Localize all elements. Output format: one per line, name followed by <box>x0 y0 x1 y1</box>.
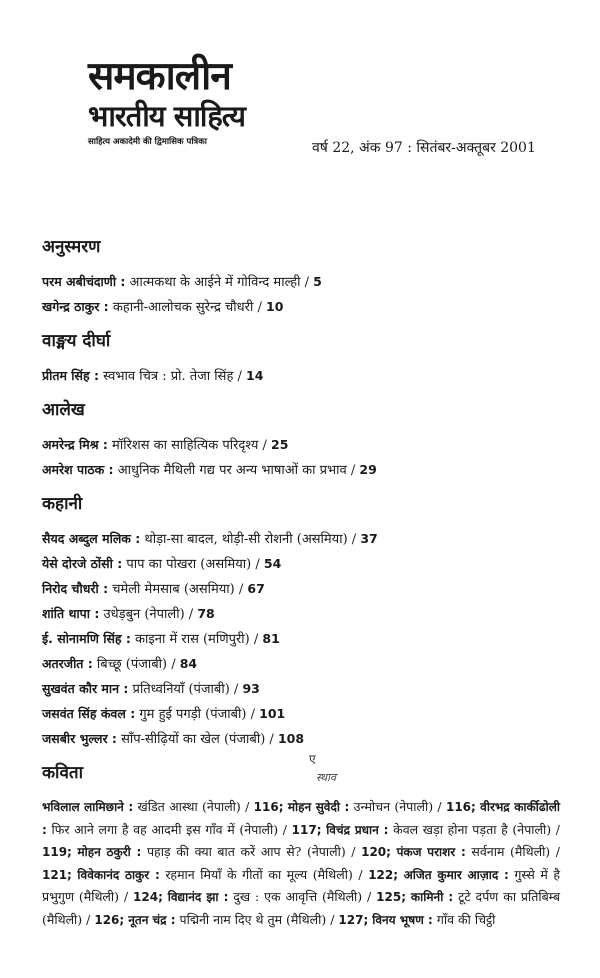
entry-page: 54 <box>263 556 282 571</box>
entry-page: 101 <box>259 706 286 721</box>
poem-author[interactable]: कामिनी : <box>410 890 454 904</box>
poem-title[interactable]: पद्मिनी नाम दिए थे तुम (मैथिली) / <box>179 911 335 927</box>
toc-entry[interactable] <box>42 602 562 627</box>
entry-work: काइना में रास (मणिपुरी) / <box>135 632 259 647</box>
poem-author[interactable]: विद्यानंद झा : <box>167 890 229 904</box>
entry-work: बिच्छू (पंजाबी) / <box>96 657 176 672</box>
entry-page: 29 <box>359 462 377 477</box>
toc-entry[interactable] <box>42 727 562 752</box>
entry-author: खगेन्द्र ठाकुर : <box>42 299 109 314</box>
poem-author[interactable]: अजित कुमार आज़ाद : <box>403 867 509 882</box>
entry-author: अमरेन्द्र मिश्र : <box>42 437 108 452</box>
entry-page: 84 <box>179 656 198 671</box>
toc-entry[interactable] <box>42 677 562 702</box>
section-vangmay-dirgha <box>42 330 562 389</box>
poem-page: 126; <box>94 912 125 927</box>
entry-author: अमरेश पाठक : <box>42 462 114 477</box>
entry-work: स्वभाव चित्र : प्रो. तेजा सिंह / <box>103 369 242 384</box>
poem-page: 120; <box>361 845 391 859</box>
poem-page: 121; <box>42 867 72 882</box>
poem-title[interactable]: सर्वनाम (मैथिली) / <box>471 844 560 859</box>
entry-author: प्रीतम सिंह : <box>42 368 99 383</box>
entry-page: 67 <box>247 581 265 596</box>
section-title: अनुस्मरण <box>42 237 101 257</box>
entry-work: उधेड़बुन (नेपाली) / <box>103 607 194 622</box>
poem-page: 125; <box>376 890 407 904</box>
poem-author[interactable]: मोहन ठकुरी : <box>77 845 142 859</box>
magazine-masthead <box>88 56 278 147</box>
entry-page: 37 <box>360 531 378 546</box>
entry-work: थोड़ा-सा बादल, थोड़ी-सी रोशनी (असमिया) / <box>144 532 357 547</box>
section-title: कहानी <box>42 494 83 514</box>
entry-author: शांति थापा : <box>42 606 100 621</box>
entry-author: जसबीर भुल्लर : <box>42 731 117 746</box>
entry-page: 78 <box>197 606 215 621</box>
poem-title[interactable]: गुस्से में है प्रभुगुण (मैथिली) / <box>42 866 561 904</box>
stray-scribble: स्थ‍ाव <box>316 771 337 784</box>
poem-page: 124; <box>133 890 163 904</box>
poem-author[interactable]: वीरभद्र कार्कीढोली : <box>42 800 560 837</box>
magazine-title-line2: भारतीय साहित्य <box>88 99 245 133</box>
table-of-contents <box>42 236 562 933</box>
poem-title[interactable]: दुख : एक आवृत्ति (मैथिली) / <box>233 889 372 904</box>
poetry-entries <box>42 796 560 931</box>
stray-mark: ए <box>309 752 316 766</box>
entry-work: कहानी-आलोचक सुरेन्द्र चौधरी / <box>112 300 262 315</box>
entry-page: 81 <box>262 631 280 646</box>
toc-entry[interactable] <box>42 433 562 458</box>
toc-entry[interactable] <box>42 270 562 295</box>
poem-title[interactable]: फिर आने लगा है वह आदमी इस गाँव में (नेपाली) / <box>51 821 288 837</box>
poem-author[interactable]: नूतन चंद्र : <box>128 912 176 927</box>
poem-page: 119; <box>42 845 72 859</box>
section-title: वाङ्मय दीर्घा <box>42 331 111 351</box>
poem-author[interactable]: विचंद्र प्रधान : <box>326 822 389 837</box>
poem-page: 122; <box>368 867 399 882</box>
poem-page: 127; <box>338 912 369 927</box>
poem-title[interactable]: खंडित आस्था (नेपाली) / <box>137 799 250 814</box>
section-anusmaran <box>42 236 562 320</box>
entry-work: पाप का पोखरा (असमिया) / <box>126 557 260 572</box>
entry-author: ई. सोनामणि सिंह : <box>42 631 131 646</box>
poem-page: 117; <box>291 822 322 837</box>
entry-page: 10 <box>266 299 284 314</box>
entry-work: गुम हुई पगड़ी (पंजाबी) / <box>139 707 256 722</box>
entry-author: जसवंत सिंह कंवल : <box>42 706 136 721</box>
poem-page: 116; <box>253 800 284 814</box>
entry-author: निरोद चौधरी : <box>42 581 109 596</box>
poem-title[interactable]: टूटे दर्पण का प्रतिबिम्ब (मैथिली) / <box>42 889 560 927</box>
toc-entry[interactable] <box>42 458 562 483</box>
entry-work: प्रतिध्वनियाँ (पंजाबी) / <box>132 682 239 697</box>
toc-entry[interactable] <box>42 652 562 677</box>
issue-info: वर्ष 22, अंक 97 : सितंबर-अक्तूबर 2001 <box>312 140 536 156</box>
toc-entry[interactable] <box>42 552 562 577</box>
entry-page: 108 <box>277 731 305 746</box>
section-kahani <box>42 493 562 752</box>
entry-work: चमेली मेमसाब (असमिया) / <box>112 582 244 597</box>
toc-entry[interactable] <box>42 577 562 602</box>
poem-title[interactable]: पहाड़ की क्या बात करें आप से? (नेपाली) / <box>146 844 356 859</box>
poem-author[interactable]: मोहन सुवेदी : <box>287 800 350 814</box>
poem-author[interactable]: पंकज पराशर : <box>396 845 466 859</box>
toc-entry[interactable] <box>42 702 562 727</box>
section-kavita <box>42 762 562 931</box>
entry-work: साँप-सीढ़ियों का खेल (पंजाबी) / <box>121 732 274 747</box>
poem-author[interactable]: भविलाल लामिछाने : <box>42 800 134 814</box>
entry-page: 5 <box>313 274 322 289</box>
entry-author: सुखवंत कौर मान : <box>42 681 129 696</box>
magazine-title-line1: समकालीन <box>88 54 231 99</box>
poem-title[interactable]: उन्मोचन (नेपाली) / <box>353 799 442 814</box>
poem-page: 116; <box>445 800 476 814</box>
entry-author: अतरजीत : <box>42 656 93 671</box>
entry-page: 93 <box>242 681 260 696</box>
entry-work: मॉरिशस का साहित्यिक परिदृश्य / <box>112 438 267 453</box>
entry-work: आधुनिक मैथिली गद्य पर अन्य भाषाओं का प्रभाव / <box>117 463 356 478</box>
toc-entry[interactable] <box>42 627 562 652</box>
entry-author: सैयद अब्दुल मलिक : <box>42 531 141 546</box>
toc-entry[interactable] <box>42 527 562 552</box>
entry-author: येसे दोरजे ठोंसी : <box>42 556 123 571</box>
section-alekh <box>42 399 562 483</box>
entry-work: आत्मकथा के आईने में गोविन्द माल्ही / <box>129 275 309 290</box>
magazine-tagline: साहित्य अकादेमी की द्विमासिक पत्रिका <box>88 137 207 147</box>
poem-title[interactable]: केवल खड़ा होना पड़ता है (नेपाली) / <box>393 821 560 837</box>
poem-title[interactable]: रहमान मियाँ के गीतों का मूल्य (मैथिली) / <box>165 866 363 882</box>
entry-page: 14 <box>246 368 264 383</box>
toc-entry[interactable] <box>42 364 562 389</box>
poem-title[interactable]: गाँव की चिट्ठी <box>436 911 496 927</box>
entry-author: परम अबीचंदाणी : <box>42 274 126 289</box>
toc-entry[interactable] <box>42 295 562 320</box>
section-title: आलेख <box>42 400 85 420</box>
section-title: कविता <box>42 763 84 783</box>
poem-author[interactable]: विवेकानंद ठाकुर : <box>77 867 160 882</box>
entry-page: 25 <box>271 437 289 452</box>
poem-author[interactable]: विनय भूषण : <box>372 912 433 927</box>
